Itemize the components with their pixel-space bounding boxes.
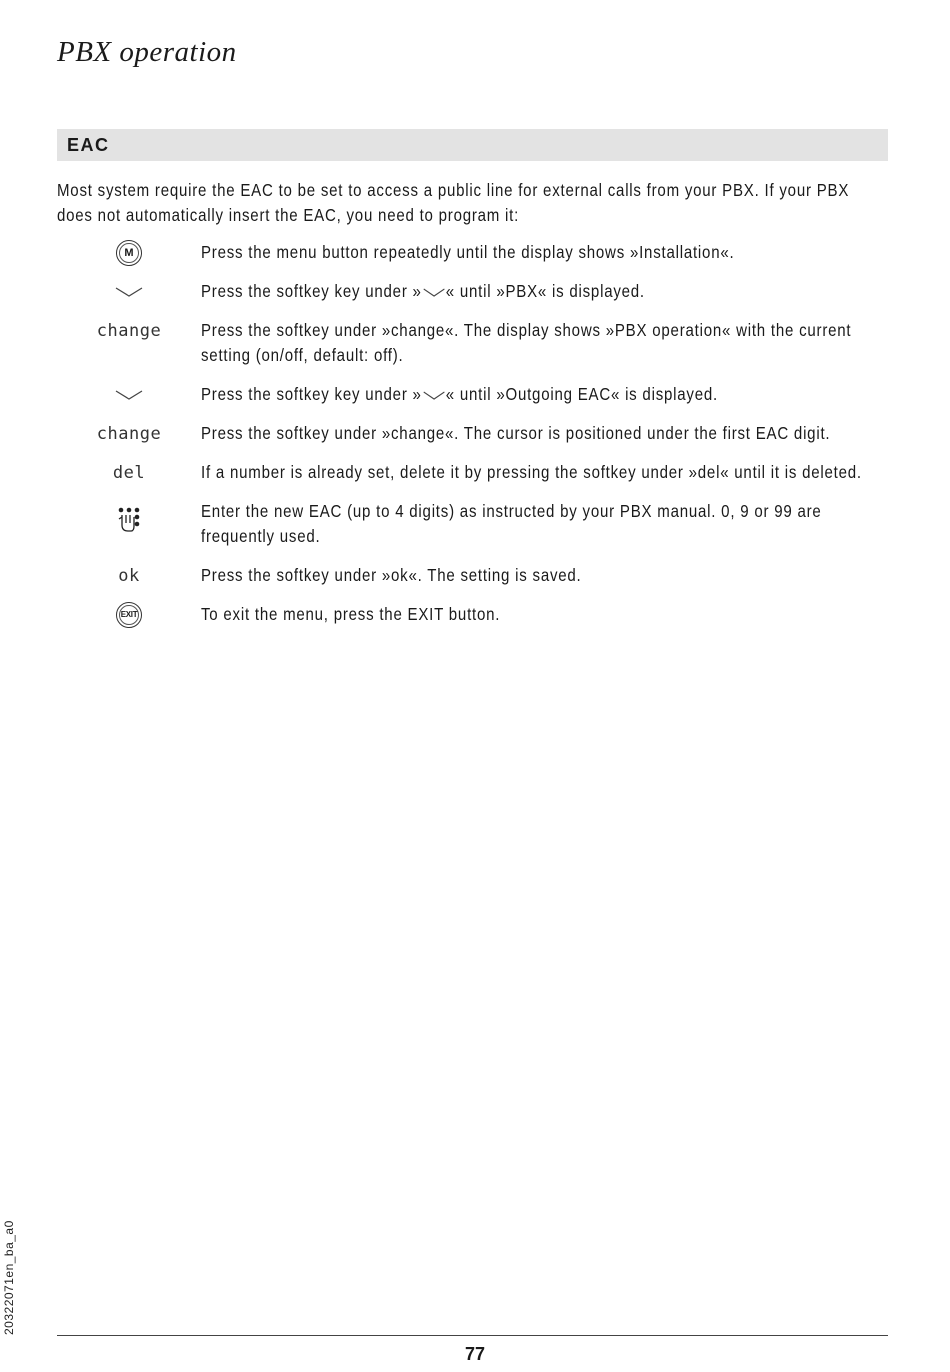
ok-softkey-label: ok bbox=[118, 565, 140, 586]
step-text-before: Press the softkey key under » bbox=[201, 384, 422, 404]
footer-divider bbox=[57, 1335, 888, 1336]
step-2 bbox=[57, 279, 888, 304]
step-text: If a number is already set, delete it by pressing the softkey under »del« until it is deleted. bbox=[201, 462, 862, 482]
exit-button-icon bbox=[116, 602, 142, 628]
step-3 bbox=[57, 318, 888, 368]
down-chevron-icon bbox=[114, 286, 144, 298]
step-text: Press the softkey under »change«. The display shows »PBX operation« with the current setting (on/off, default: off). bbox=[201, 320, 852, 365]
step-text-after: « until »Outgoing EAC« is displayed. bbox=[445, 384, 718, 404]
down-chevron-icon bbox=[423, 390, 445, 401]
section-header bbox=[57, 129, 888, 161]
step-text: To exit the menu, press the EXIT button. bbox=[201, 604, 501, 624]
menu-button-icon bbox=[116, 240, 142, 266]
menu-button-label: M bbox=[124, 246, 134, 259]
step-text: Press the softkey under »change«. The cursor is positioned under the first EAC digit. bbox=[201, 423, 831, 443]
step-1 bbox=[57, 240, 888, 265]
step-6 bbox=[57, 460, 888, 485]
change-softkey-label: change bbox=[96, 423, 162, 444]
down-chevron-icon bbox=[423, 287, 445, 298]
change-softkey-label: change bbox=[96, 320, 162, 341]
step-8 bbox=[57, 563, 888, 588]
page-number: 77 bbox=[464, 1344, 486, 1364]
step-list bbox=[57, 240, 888, 641]
step-text bbox=[201, 279, 889, 304]
intro-paragraph: Most system require the EAC to be set to access a public line for external calls from your PBX. If your PBX does not automatically insert the EAC, you need to program it: bbox=[57, 180, 850, 225]
step-5 bbox=[57, 421, 888, 446]
step-text bbox=[201, 382, 889, 407]
section-title: EAC bbox=[67, 135, 110, 155]
page-title: PBX operation bbox=[57, 36, 237, 68]
step-text-after: « until »PBX« is displayed. bbox=[445, 281, 645, 301]
keypad-icon bbox=[116, 505, 142, 533]
document-code: 20322071en_ba_a0 bbox=[2, 1220, 16, 1335]
step-7 bbox=[57, 499, 888, 549]
step-4 bbox=[57, 382, 888, 407]
step-9 bbox=[57, 602, 888, 627]
step-text: Enter the new EAC (up to 4 digits) as instructed by your PBX manual. 0, 9 or 99 are frequently used. bbox=[201, 501, 822, 546]
step-text: Press the softkey under »ok«. The setting is saved. bbox=[201, 565, 582, 585]
exit-button-label: EXIT bbox=[120, 610, 138, 619]
del-softkey-label: del bbox=[112, 462, 146, 483]
step-text: Press the menu button repeatedly until the display shows »Installation«. bbox=[201, 242, 735, 262]
down-chevron-icon bbox=[114, 389, 144, 401]
step-text-before: Press the softkey key under » bbox=[201, 281, 422, 301]
